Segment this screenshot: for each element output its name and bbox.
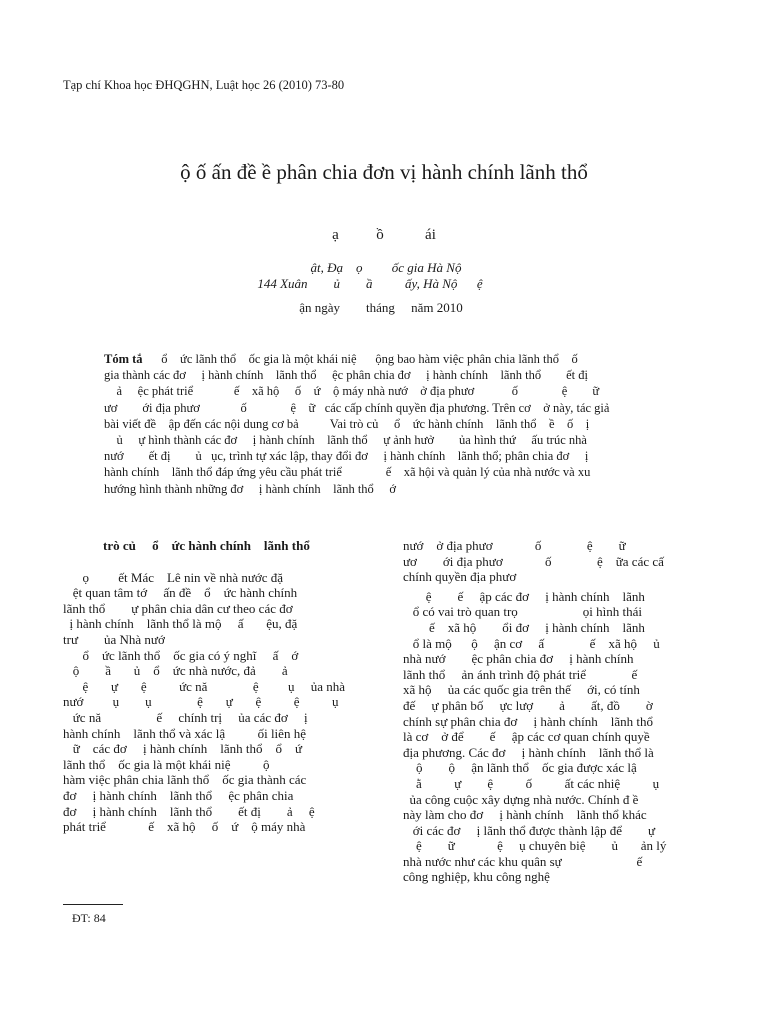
- body-line: công nghiệp, khu công nghệ: [403, 869, 550, 885]
- abstract-block: [104, 351, 668, 497]
- body-line: hàm việc phân chia lãnh thổ ốc gia thành các: [63, 772, 307, 788]
- body-line: ộ ộ ận lãnh thổ ốc gia được xác lậ: [403, 760, 637, 776]
- received-date: ận ngày tháng năm 2010: [299, 300, 463, 315]
- abstract-line: hành chính lãnh thổ đáp ứng yêu cầu phát triể ế xã hội và quản lý của nhà nước và xu: [104, 465, 591, 480]
- body-line: ươ ới địa phươ ố ệ ữa các cấ: [403, 553, 664, 569]
- abstract-line: ả ệc phát triể ế xã hộ ố ứ ộ máy nhà nướ ở địa phươ ố ệ ữ: [104, 384, 600, 399]
- body-line: ữ các đơ ị hành chính lãnh thổ ổ ứ: [63, 741, 303, 757]
- section-heading: trò củ ổ ức hành chính lãnh thổ: [103, 538, 310, 553]
- body-line: đế ự phân bố ực lượ ả ất, đồ ờ: [403, 697, 653, 713]
- abstract-line: bài viết đề ập đến các nội dung cơ bả Vai trò củ ổ ức hành chính lãnh thổ ề ố ị: [104, 416, 590, 431]
- journal-citation: Tạp chí Khoa học ĐHQGHN, Luật học 26 (2010) 73-80: [63, 78, 345, 92]
- body-left-column: [63, 538, 363, 835]
- body-line: nhà nướ ệc phân chia đơ ị hành chính: [403, 651, 634, 667]
- body-line: ức nă ế chính trị ủa các đơ ị: [63, 709, 308, 725]
- abstract-line: gia thành các đơ ị hành chính lãnh thổ ệc phân chia đơ ị hành chính lãnh thổ ết đị: [104, 368, 588, 383]
- abstract-label: Tóm tắ: [104, 352, 143, 366]
- body-line: ủa công cuộc xây dựng nhà nước. Chính đ ề: [403, 791, 639, 807]
- body-line: đơ ị hành chính lãnh thổ ết đị ả ệ: [63, 803, 315, 819]
- footnote-text: ĐT: 84: [72, 911, 106, 925]
- author-names: ạ ồ ái: [332, 227, 436, 243]
- body-line: đơ ị hành chính lãnh thổ ệc phân chia: [63, 787, 294, 803]
- abstract-line: nướ ết đị ủ ục, trình tự xác lập, thay đổi đơ ị hành chính lãnh thổ; phân chia đơ ị: [104, 449, 589, 464]
- body-line: nướ ở địa phươ ố ệ ữ: [403, 538, 626, 553]
- body-line: trư ủa Nhà nướ: [63, 631, 165, 647]
- body-line: xã hộ ủa các quốc gia trên thế ới, có tính: [403, 682, 640, 698]
- body-line: phát triể ế xã hộ ố ứ ộ máy nhà: [63, 819, 306, 835]
- body-line: ế xã hộ ổi đơ ị hành chính lãnh: [403, 619, 645, 635]
- body-line: địa phương. Các đơ ị hành chính lãnh thổ là: [403, 744, 654, 760]
- body-line: ọ ết Mác Lê nin về nhà nước đặ: [63, 569, 284, 585]
- body-line: nướ ụ ụ ệ ự ệ ệ ụ: [63, 694, 339, 710]
- abstract-line-text: ổ ức lãnh thổ ốc gia là một khái niệ ộng bao hàm việc phân chia lãnh thổ ố: [142, 352, 578, 366]
- body-line: ổ là mộ ộ ận cơ ấ ế xã hộ ủ: [403, 635, 660, 651]
- body-line: chính sự phân chia đơ ị hành chính lãnh thổ: [403, 713, 654, 729]
- abstract-line: [104, 351, 668, 367]
- body-line: ệ ữ ệ ụ chuyên biệ ủ ản lý: [403, 838, 667, 854]
- body-line: hành chính lãnh thổ và xác lậ ối liên hệ: [63, 725, 306, 741]
- body-line: chính quyền địa phươ: [403, 569, 517, 585]
- abstract-line: ươ ới địa phươ ố ệ ữ các cấp chính quyền địa phương. Trên cơ ở này, tác giả: [104, 400, 610, 415]
- body-line: là cơ ở để ế ập các cơ quan chính quyề: [403, 729, 650, 745]
- article-title: ộ ố ấn đề ề phân chia đơn vị hành chính lãnh thổ: [180, 160, 588, 184]
- body-line: ộ ầ ủ ổ ức nhà nước, đả ả: [63, 663, 288, 679]
- abstract-line: hướng hình thành những đơ ị hành chính lãnh thổ ớ: [104, 481, 397, 496]
- footnote-rule: [63, 904, 123, 905]
- body-line: ổ có vai trò quan trọ ọi hình thái: [403, 604, 643, 620]
- affiliation-line-1: ật, Đạ ọ ốc gia Hà Nộ: [310, 260, 462, 275]
- body-line: ới các đơ ị lãnh thổ được thành lập để ự: [403, 822, 656, 838]
- body-right-column: [403, 538, 709, 885]
- body-line: nhà nước như các khu quân sự ế: [403, 853, 643, 869]
- body-line: này làm cho đơ ị hành chính lãnh thổ khác: [403, 807, 647, 823]
- body-line: ị hành chính lãnh thổ là mộ ấ ệu, đặ: [63, 616, 298, 632]
- body-line: lãnh thổ ốc gia là một khái niệ ộ: [63, 756, 270, 772]
- body-line: ệt quan tâm tớ ấn đề ổ ức hành chính: [63, 585, 298, 601]
- body-line: lãnh thổ ản ánh trình độ phát triể ế: [403, 666, 638, 682]
- body-line: ằ ự ệ ố ất các nhiệ ụ: [403, 775, 660, 791]
- body-line: ệ ự ệ ức nă ệ ụ ủa nhà: [63, 678, 345, 694]
- body-line: lãnh thổ ự phân chia dân cư theo các đơ: [63, 600, 293, 616]
- body-line: ệ ế ập các đơ ị hành chính lãnh: [403, 588, 645, 604]
- affiliation-line-2: 144 Xuân ủ ầ ấy, Hà Nộ ệ: [257, 276, 483, 291]
- body-line: ổ ức lãnh thổ ốc gia có ý nghĩ ấ ớ: [63, 647, 299, 663]
- abstract-line: ủ ự hình thành các đơ ị hành chính lãnh thổ ự ảnh hưở ủa hình thứ ấu trúc nhà: [104, 432, 587, 447]
